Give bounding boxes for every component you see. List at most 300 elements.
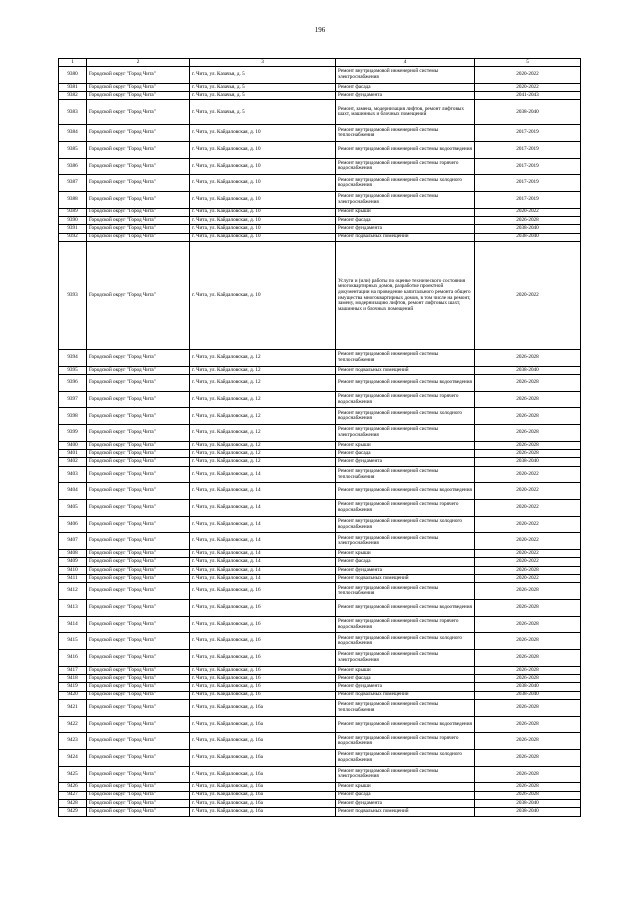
work-type-cell: Ремонт фасада <box>336 791 475 799</box>
row-number-cell: 9382 <box>59 91 87 99</box>
period-cell: 2026-2028 <box>475 716 581 733</box>
work-type-cell: Ремонт внутридомовой инженерной системы водоотведения <box>336 483 475 500</box>
municipality-cell: Городской округ "Город Чита" <box>87 791 190 799</box>
municipality-cell: Городской округ "Город Чита" <box>87 225 190 233</box>
table-row <box>59 441 581 449</box>
municipality-cell: Городской округ "Город Чита" <box>87 100 190 125</box>
row-number-cell: 9422 <box>59 716 87 733</box>
municipality-cell: Городской округ "Город Чита" <box>87 716 190 733</box>
work-type-cell: Ремонт подвальных помещений <box>336 366 475 374</box>
period-cell: 2038-2040 <box>475 233 581 241</box>
municipality-cell: Городской округ "Город Чита" <box>87 691 190 699</box>
address-cell: г. Чита, ул. Кайдаловская, д. 16 <box>190 583 336 600</box>
row-number-cell: 9394 <box>59 350 87 367</box>
work-type-cell: Ремонт подвальных помещений <box>336 575 475 583</box>
page-number: 196 <box>314 26 326 34</box>
table-row <box>59 125 581 142</box>
address-cell: г. Чита, ул. Кайдаловская, д. 10 <box>190 175 336 192</box>
work-type-cell: Ремонт внутридомовой инженерной системы электроснабжения <box>336 533 475 550</box>
table-row <box>59 683 581 691</box>
work-type-cell: Ремонт фундамента <box>336 683 475 691</box>
row-number-cell: 9419 <box>59 683 87 691</box>
address-cell: г. Чита, ул. Казачья, д. 5 <box>190 100 336 125</box>
work-type-cell: Ремонт внутридомовой инженерной системы теплоснабжения <box>336 466 475 483</box>
address-cell: г. Чита, ул. Кайдаловская, д. 16 <box>190 649 336 666</box>
address-cell: г. Чита, ул. Кайдаловская, д. 16 <box>190 683 336 691</box>
table-row <box>59 408 581 425</box>
table-row <box>59 141 581 158</box>
period-cell: 2026-2028 <box>475 216 581 224</box>
period-cell: 2026-2028 <box>475 699 581 716</box>
row-number-cell: 9414 <box>59 616 87 633</box>
period-cell: 2038-2040 <box>475 100 581 125</box>
work-type-cell: Ремонт внутридомовой инженерной системы холодного водоснабжения <box>336 516 475 533</box>
municipality-cell: Городской округ "Город Чита" <box>87 67 190 84</box>
work-type-cell: Ремонт внутридомовой инженерной системы горячего водоснабжения <box>336 391 475 408</box>
table-row <box>59 533 581 550</box>
work-type-cell: Ремонт внутридомовой инженерной системы электроснабжения <box>336 67 475 84</box>
row-number-cell: 9384 <box>59 125 87 142</box>
work-type-cell: Ремонт, замена, модернизация лифтов, ремонт лифтовых шахт, машинных и блочных помещений <box>336 100 475 125</box>
row-number-cell: 9397 <box>59 391 87 408</box>
work-type-cell: Ремонт внутридомовой инженерной системы электроснабжения <box>336 425 475 442</box>
period-cell: 2026-2028 <box>475 450 581 458</box>
address-cell: г. Чита, ул. Кайдаловская, д. 10 <box>190 233 336 241</box>
work-type-cell: Ремонт фундамента <box>336 799 475 807</box>
work-type-cell: Ремонт внутридомовой инженерной системы электроснабжения <box>336 191 475 208</box>
work-type-cell: Ремонт внутридомовой инженерной системы горячего водоснабжения <box>336 616 475 633</box>
address-cell: г. Чита, ул. Кайдаловская, д. 16 <box>190 633 336 650</box>
work-type-cell: Ремонт фундамента <box>336 91 475 99</box>
column-header-4: 4 <box>336 59 475 67</box>
table-row <box>59 83 581 91</box>
address-cell: г. Чита, ул. Кайдаловская, д. 16 <box>190 666 336 674</box>
municipality-cell: Городской округ "Город Чита" <box>87 783 190 791</box>
municipality-cell: Городской округ "Город Чита" <box>87 441 190 449</box>
work-type-cell: Ремонт внутридомовой инженерной системы водоотведения <box>336 375 475 392</box>
row-number-cell: 9383 <box>59 100 87 125</box>
period-cell: 2038-2040 <box>475 799 581 807</box>
municipality-cell: Городской округ "Город Чита" <box>87 141 190 158</box>
row-number-cell: 9408 <box>59 550 87 558</box>
address-cell: г. Чита, ул. Кайдаловская, д. 10 <box>190 125 336 142</box>
period-cell: 2026-2028 <box>475 375 581 392</box>
table-row <box>59 466 581 483</box>
period-cell: 2026-2028 <box>475 633 581 650</box>
period-cell: 2017-2019 <box>475 191 581 208</box>
municipality-cell: Городской округ "Город Чита" <box>87 516 190 533</box>
row-number-cell: 9404 <box>59 483 87 500</box>
address-cell: г. Чита, ул. Кайдаловская, д. 10 <box>190 158 336 175</box>
work-type-cell: Ремонт крыши <box>336 550 475 558</box>
row-number-cell: 9421 <box>59 699 87 716</box>
table-row <box>59 550 581 558</box>
period-cell: 2026-2028 <box>475 749 581 766</box>
table-row <box>59 691 581 699</box>
municipality-cell: Городской округ "Город Чита" <box>87 216 190 224</box>
address-cell: г. Чита, ул. Кайдаловская, д. 12 <box>190 441 336 449</box>
municipality-cell: Городской округ "Город Чита" <box>87 566 190 574</box>
row-number-cell: 9403 <box>59 466 87 483</box>
address-cell: г. Чита, ул. Кайдаловская, д. 14 <box>190 533 336 550</box>
table-row <box>59 674 581 682</box>
work-type-cell: Ремонт внутридомовой инженерной системы теплоснабжения <box>336 350 475 367</box>
table-row <box>59 749 581 766</box>
row-number-cell: 9428 <box>59 799 87 807</box>
municipality-cell: Городской округ "Город Чита" <box>87 733 190 750</box>
address-cell: г. Чита, ул. Кайдаловская, д. 10 <box>190 191 336 208</box>
municipality-cell: Городской округ "Город Чита" <box>87 799 190 807</box>
address-cell: г. Чита, ул. Казачья, д. 5 <box>190 83 336 91</box>
row-number-cell: 9380 <box>59 67 87 84</box>
period-cell: 2020-2022 <box>475 241 581 349</box>
address-cell: г. Чита, ул. Кайдаловская, д. 12 <box>190 391 336 408</box>
row-number-cell: 9392 <box>59 233 87 241</box>
period-cell: 2026-2028 <box>475 391 581 408</box>
municipality-cell: Городской округ "Город Чита" <box>87 633 190 650</box>
work-type-cell: Ремонт фундамента <box>336 566 475 574</box>
table-row <box>59 100 581 125</box>
work-type-cell: Ремонт внутридомовой инженерной системы теплоснабжения <box>336 125 475 142</box>
work-type-cell: Ремонт фасада <box>336 558 475 566</box>
table-row <box>59 699 581 716</box>
period-cell: 2017-2019 <box>475 141 581 158</box>
work-type-cell: Ремонт фасада <box>336 450 475 458</box>
address-cell: г. Чита, ул. Кайдаловская, д. 16а <box>190 716 336 733</box>
table-row <box>59 500 581 517</box>
municipality-cell: Городской округ "Город Чита" <box>87 375 190 392</box>
period-cell: 2038-2040 <box>475 683 581 691</box>
address-cell: г. Чита, ул. Кайдаловская, д. 12 <box>190 375 336 392</box>
work-type-cell: Ремонт внутридомовой инженерной системы теплоснабжения <box>336 583 475 600</box>
row-number-cell: 9427 <box>59 791 87 799</box>
municipality-cell: Городской округ "Город Чита" <box>87 233 190 241</box>
municipality-cell: Городской округ "Город Чита" <box>87 366 190 374</box>
address-cell: г. Чита, ул. Кайдаловская, д. 14 <box>190 483 336 500</box>
address-cell: г. Чита, ул. Кайдаловская, д. 12 <box>190 450 336 458</box>
row-number-cell: 9398 <box>59 408 87 425</box>
row-number-cell: 9402 <box>59 458 87 466</box>
address-cell: г. Чита, ул. Кайдаловская, д. 16 <box>190 616 336 633</box>
table-row <box>59 575 581 583</box>
address-cell: г. Чита, ул. Кайдаловская, д. 12 <box>190 350 336 367</box>
period-cell: 2026-2028 <box>475 791 581 799</box>
address-cell: г. Чита, ул. Кайдаловская, д. 16 <box>190 600 336 617</box>
period-cell: 2017-2019 <box>475 158 581 175</box>
table-row <box>59 799 581 807</box>
period-cell: 2020-2022 <box>475 550 581 558</box>
period-cell: 2020-2022 <box>475 533 581 550</box>
municipality-cell: Городской округ "Город Чита" <box>87 550 190 558</box>
work-type-cell: Ремонт крыши <box>336 666 475 674</box>
work-type-cell: Ремонт подвальных помещений <box>336 233 475 241</box>
table-row <box>59 666 581 674</box>
address-cell: г. Чита, ул. Кайдаловская, д. 12 <box>190 425 336 442</box>
column-header-5: 5 <box>475 59 581 67</box>
table-row <box>59 191 581 208</box>
row-number-cell: 9386 <box>59 158 87 175</box>
work-type-cell: Ремонт внутридомовой инженерной системы холодного водоснабжения <box>336 408 475 425</box>
period-cell: 2041-2043 <box>475 91 581 99</box>
period-cell: 2017-2019 <box>475 125 581 142</box>
row-number-cell: 9429 <box>59 808 87 816</box>
period-cell: 2020-2022 <box>475 67 581 84</box>
table-row <box>59 158 581 175</box>
table-row <box>59 233 581 241</box>
period-cell: 2038-2040 <box>475 366 581 374</box>
address-cell: г. Чита, ул. Кайдаловская, д. 10 <box>190 241 336 349</box>
municipality-cell: Городской округ "Город Чита" <box>87 533 190 550</box>
work-type-cell: Ремонт фасада <box>336 674 475 682</box>
municipality-cell: Городской округ "Город Чита" <box>87 583 190 600</box>
row-number-cell: 9389 <box>59 208 87 216</box>
municipality-cell: Городской округ "Город Чита" <box>87 350 190 367</box>
table-row <box>59 350 581 367</box>
period-cell: 2038-2040 <box>475 458 581 466</box>
table-row <box>59 458 581 466</box>
work-type-cell: Ремонт фундамента <box>336 225 475 233</box>
table-row <box>59 175 581 192</box>
municipality-cell: Городской округ "Город Чита" <box>87 466 190 483</box>
table-body <box>59 67 581 817</box>
address-cell: г. Чита, ул. Кайдаловская, д. 16а <box>190 699 336 716</box>
period-cell: 2020-2022 <box>475 208 581 216</box>
table-row <box>59 791 581 799</box>
work-type-cell: Ремонт внутридомовой инженерной системы водоотведения <box>336 716 475 733</box>
table-row <box>59 216 581 224</box>
row-number-cell: 9405 <box>59 500 87 517</box>
municipality-cell: Городской округ "Город Чита" <box>87 649 190 666</box>
address-cell: г. Чита, ул. Кайдаловская, д. 16 <box>190 674 336 682</box>
period-cell: 2038-2040 <box>475 808 581 816</box>
table-row <box>59 558 581 566</box>
municipality-cell: Городской округ "Город Чита" <box>87 391 190 408</box>
table-row <box>59 366 581 374</box>
address-cell: г. Чита, ул. Кайдаловская, д. 16а <box>190 783 336 791</box>
table-row <box>59 783 581 791</box>
row-number-cell: 9406 <box>59 516 87 533</box>
municipality-cell: Городской округ "Город Чита" <box>87 766 190 783</box>
work-type-cell: Ремонт внутридомовой инженерной системы горячего водоснабжения <box>336 733 475 750</box>
municipality-cell: Городской округ "Город Чита" <box>87 458 190 466</box>
period-cell: 2038-2040 <box>475 691 581 699</box>
table-row <box>59 649 581 666</box>
table-row <box>59 91 581 99</box>
municipality-cell: Городской округ "Город Чита" <box>87 616 190 633</box>
row-number-cell: 9426 <box>59 783 87 791</box>
municipality-cell: Городской округ "Город Чита" <box>87 191 190 208</box>
municipality-cell: Городской округ "Город Чита" <box>87 600 190 617</box>
table-row <box>59 225 581 233</box>
row-number-cell: 9393 <box>59 241 87 349</box>
row-number-cell: 9385 <box>59 141 87 158</box>
address-cell: г. Чита, ул. Кайдаловская, д. 14 <box>190 500 336 517</box>
row-number-cell: 9407 <box>59 533 87 550</box>
municipality-cell: Городской округ "Город Чита" <box>87 425 190 442</box>
address-cell: г. Чита, ул. Кайдаловская, д. 10 <box>190 208 336 216</box>
row-number-cell: 9420 <box>59 691 87 699</box>
work-type-cell: Ремонт крыши <box>336 208 475 216</box>
table-row <box>59 616 581 633</box>
address-cell: г. Чита, ул. Кайдаловская, д. 16а <box>190 766 336 783</box>
table-row <box>59 600 581 617</box>
address-cell: г. Чита, ул. Кайдаловская, д. 16 <box>190 691 336 699</box>
period-cell: 2020-2022 <box>475 558 581 566</box>
work-type-cell: Ремонт внутридомовой инженерной системы холодного водоснабжения <box>336 175 475 192</box>
row-number-cell: 9399 <box>59 425 87 442</box>
address-cell: г. Чита, ул. Кайдаловская, д. 10 <box>190 216 336 224</box>
row-number-cell: 9388 <box>59 191 87 208</box>
period-cell: 2026-2028 <box>475 350 581 367</box>
municipality-cell: Городской округ "Город Чита" <box>87 808 190 816</box>
period-cell: 2020-2022 <box>475 83 581 91</box>
table-row <box>59 766 581 783</box>
table-row <box>59 733 581 750</box>
address-cell: г. Чита, ул. Казачья, д. 5 <box>190 91 336 99</box>
row-number-cell: 9415 <box>59 633 87 650</box>
table-row <box>59 425 581 442</box>
table-row <box>59 808 581 816</box>
address-cell: г. Чита, ул. Кайдаловская, д. 14 <box>190 575 336 583</box>
row-number-cell: 9412 <box>59 583 87 600</box>
row-number-cell: 9411 <box>59 575 87 583</box>
column-header-2: 2 <box>87 59 190 67</box>
table-row <box>59 208 581 216</box>
municipality-cell: Городской округ "Город Чита" <box>87 241 190 349</box>
address-cell: г. Чита, ул. Кайдаловская, д. 12 <box>190 366 336 374</box>
work-type-cell: Ремонт внутридомовой инженерной системы водоотведения <box>336 141 475 158</box>
table-row <box>59 375 581 392</box>
period-cell: 2017-2019 <box>475 175 581 192</box>
municipality-cell: Городской округ "Город Чита" <box>87 450 190 458</box>
address-cell: г. Чита, ул. Кайдаловская, д. 16а <box>190 808 336 816</box>
municipality-cell: Городской округ "Город Чита" <box>87 175 190 192</box>
table-row <box>59 483 581 500</box>
address-cell: г. Чита, ул. Кайдаловская, д. 16а <box>190 749 336 766</box>
table-row <box>59 716 581 733</box>
work-type-cell: Ремонт внутридомовой инженерной системы электроснабжения <box>336 649 475 666</box>
municipality-cell: Городской округ "Город Чита" <box>87 575 190 583</box>
row-number-cell: 9413 <box>59 600 87 617</box>
address-cell: г. Чита, ул. Кайдаловская, д. 16а <box>190 791 336 799</box>
municipality-cell: Городской округ "Город Чита" <box>87 158 190 175</box>
table-row <box>59 67 581 84</box>
address-cell: г. Чита, ул. Кайдаловская, д. 12 <box>190 458 336 466</box>
work-type-cell: Ремонт внутридомовой инженерной системы холодного водоснабжения <box>336 633 475 650</box>
row-number-cell: 9416 <box>59 649 87 666</box>
municipality-cell: Городской округ "Город Чита" <box>87 674 190 682</box>
row-number-cell: 9396 <box>59 375 87 392</box>
work-type-cell: Ремонт фасада <box>336 216 475 224</box>
row-number-cell: 9418 <box>59 674 87 682</box>
period-cell: 2026-2028 <box>475 600 581 617</box>
work-type-cell: Ремонт фундамента <box>336 458 475 466</box>
table-header-row <box>59 59 581 67</box>
work-type-cell: Ремонт крыши <box>336 783 475 791</box>
table-row <box>59 516 581 533</box>
municipality-cell: Городской округ "Город Чита" <box>87 666 190 674</box>
address-cell: г. Чита, ул. Кайдаловская, д. 14 <box>190 516 336 533</box>
municipality-cell: Городской округ "Город Чита" <box>87 125 190 142</box>
municipality-cell: Городской округ "Город Чита" <box>87 558 190 566</box>
period-cell: 2026-2028 <box>475 583 581 600</box>
address-cell: г. Чита, ул. Кайдаловская, д. 14 <box>190 566 336 574</box>
period-cell: 2020-2022 <box>475 483 581 500</box>
row-number-cell: 9381 <box>59 83 87 91</box>
period-cell: 2020-2022 <box>475 575 581 583</box>
period-cell: 2020-2022 <box>475 466 581 483</box>
municipality-cell: Городской округ "Город Чита" <box>87 83 190 91</box>
row-number-cell: 9395 <box>59 366 87 374</box>
row-number-cell: 9424 <box>59 749 87 766</box>
municipality-cell: Городской округ "Город Чита" <box>87 91 190 99</box>
municipality-cell: Городской округ "Город Чита" <box>87 699 190 716</box>
municipality-cell: Городской округ "Город Чита" <box>87 208 190 216</box>
address-cell: г. Чита, ул. Кайдаловская, д. 16а <box>190 733 336 750</box>
work-type-cell: Ремонт подвальных помещений <box>336 808 475 816</box>
capital-repair-table <box>58 58 581 817</box>
row-number-cell: 9401 <box>59 450 87 458</box>
row-number-cell: 9410 <box>59 566 87 574</box>
period-cell: 2026-2028 <box>475 425 581 442</box>
column-header-1: 1 <box>59 59 87 67</box>
work-type-cell: Ремонт внутридомовой инженерной системы холодного водоснабжения <box>336 749 475 766</box>
work-type-cell: Ремонт крыши <box>336 441 475 449</box>
period-cell: 2026-2028 <box>475 666 581 674</box>
period-cell: 2020-2022 <box>475 516 581 533</box>
table-row <box>59 241 581 349</box>
period-cell: 2026-2028 <box>475 616 581 633</box>
row-number-cell: 9387 <box>59 175 87 192</box>
table-row <box>59 633 581 650</box>
period-cell: 2038-2040 <box>475 225 581 233</box>
row-number-cell: 9409 <box>59 558 87 566</box>
period-cell: 2026-2028 <box>475 408 581 425</box>
period-cell: 2026-2028 <box>475 649 581 666</box>
address-cell: г. Чита, ул. Кайдаловская, д. 14 <box>190 466 336 483</box>
row-number-cell: 9417 <box>59 666 87 674</box>
municipality-cell: Городской округ "Город Чита" <box>87 483 190 500</box>
work-type-cell: Ремонт внутридомовой инженерной системы теплоснабжения <box>336 699 475 716</box>
work-type-cell: Ремонт внутридомовой инженерной системы горячего водоснабжения <box>336 500 475 517</box>
address-cell: г. Чита, ул. Кайдаловская, д. 14 <box>190 558 336 566</box>
row-number-cell: 9425 <box>59 766 87 783</box>
work-type-cell: Ремонт внутридомовой инженерной системы водоотведения <box>336 600 475 617</box>
table-row <box>59 583 581 600</box>
period-cell: 2026-2028 <box>475 783 581 791</box>
address-cell: г. Чита, ул. Кайдаловская, д. 16а <box>190 799 336 807</box>
address-cell: г. Чита, ул. Казачья, д. 5 <box>190 67 336 84</box>
work-type-cell: Ремонт внутридомовой инженерной системы горячего водоснабжения <box>336 158 475 175</box>
period-cell: 2020-2022 <box>475 500 581 517</box>
row-number-cell: 9390 <box>59 216 87 224</box>
address-cell: г. Чита, ул. Кайдаловская, д. 10 <box>190 141 336 158</box>
address-cell: г. Чита, ул. Кайдаловская, д. 12 <box>190 408 336 425</box>
address-cell: г. Чита, ул. Кайдаловская, д. 14 <box>190 550 336 558</box>
work-type-cell: Ремонт подвальных помещений <box>336 691 475 699</box>
municipality-cell: Городской округ "Город Чита" <box>87 683 190 691</box>
work-type-cell: Ремонт внутридомовой инженерной системы электроснабжения <box>336 766 475 783</box>
table-row <box>59 566 581 574</box>
work-type-cell: Услуги и (или) работы по оценке технического состояния многоквартирных домов, разработке проектной документации на проведение капитального ремонта общего имущества многоквартирных домов, в том числе на ремонт, замену, модернизацию лифтов, ремонт лифтовых шахт, машинных и блочных помещений <box>336 241 475 349</box>
row-number-cell: 9400 <box>59 441 87 449</box>
address-cell: г. Чита, ул. Кайдаловская, д. 10 <box>190 225 336 233</box>
row-number-cell: 9423 <box>59 733 87 750</box>
period-cell: 2026-2028 <box>475 566 581 574</box>
municipality-cell: Городской округ "Город Чита" <box>87 408 190 425</box>
row-number-cell: 9391 <box>59 225 87 233</box>
period-cell: 2026-2028 <box>475 766 581 783</box>
